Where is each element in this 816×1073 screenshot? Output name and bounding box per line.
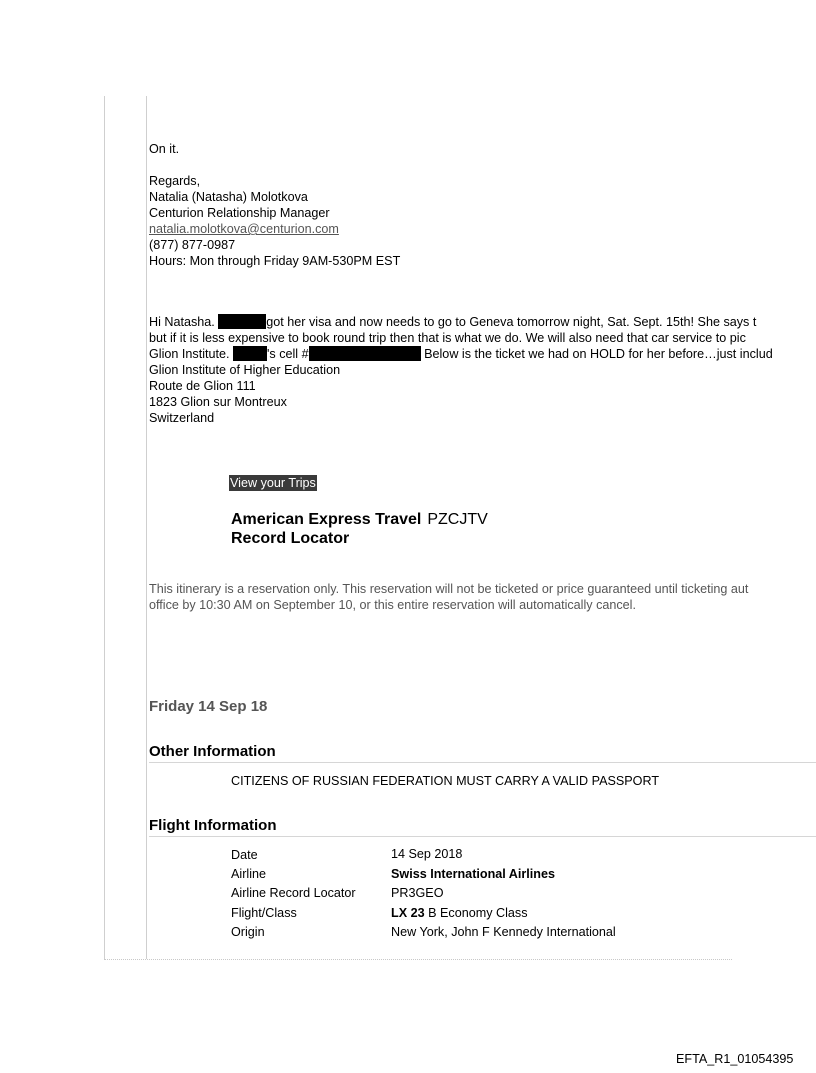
sender-name: Natalia (Natasha) Molotkova	[149, 190, 308, 204]
flight-information-heading: Flight Information	[149, 817, 816, 837]
reply-signoff: Regards,	[149, 174, 201, 188]
reservation-notice-line-1: This itinerary is a reservation only. This reservation will not be ticketed or price guaranteed until ticketing aut	[149, 582, 749, 596]
redaction-box	[233, 346, 267, 361]
request-line-3-start: Glion Institute.	[149, 347, 233, 361]
address-line-4: Switzerland	[149, 411, 215, 425]
airline-record-locator-label: Airline Record Locator	[231, 886, 356, 900]
request-line-2: but if it is less expensive to book round trip then that is what we do. We will also need that car service to pic	[149, 331, 746, 345]
request-line-1-start: Hi Natasha.	[149, 315, 219, 329]
sender-hours: Hours: Mon through Friday 9AM-530PM EST	[149, 254, 401, 268]
reservation-notice-line-2: office by 10:30 AM on September 10, or this entire reservation will automatically cancel.	[149, 598, 636, 612]
flight-class: B Economy Class	[424, 906, 528, 920]
view-trips-button[interactable]: View your Trips	[230, 476, 316, 490]
agency-name: American Express Travel	[231, 511, 422, 528]
request-line-3-cell: 's cell #	[267, 347, 309, 361]
frame-bottom-border	[104, 959, 732, 960]
origin-value: New York, John F Kennedy International	[391, 925, 616, 939]
origin-label: Origin	[231, 925, 265, 939]
flight-date-label: Date	[231, 848, 258, 862]
address-line-1: Glion Institute of Higher Education	[149, 363, 341, 377]
record-locator-value: PZCJTV	[427, 511, 488, 528]
flight-class-value	[391, 905, 528, 921]
sender-role: Centurion Relationship Manager	[149, 206, 330, 220]
request-line-1-end: got her visa and now needs to go to Geneva tomorrow night, Sat. Sept. 15th! She says t	[266, 315, 757, 329]
redaction-box	[309, 346, 421, 361]
address-line-2: Route de Glion 111	[149, 379, 256, 393]
itinerary-day-heading: Friday 14 Sep 18	[149, 698, 268, 715]
redaction-box	[218, 314, 266, 329]
flight-class-label: Flight/Class	[231, 906, 297, 920]
reply-greeting: On it.	[149, 142, 180, 156]
record-locator-label: Record Locator	[231, 530, 350, 547]
other-information-heading: Other Information	[149, 743, 816, 763]
other-information-text: CITIZENS OF RUSSIAN FEDERATION MUST CARRY A VALID PASSPORT	[231, 774, 660, 788]
frame-left-border	[104, 96, 105, 959]
agency-title	[231, 510, 488, 529]
request-line-3-end: Below is the ticket we had on HOLD for her before…just includ	[420, 347, 773, 361]
request-line-3	[149, 346, 773, 362]
request-line-1	[149, 314, 756, 330]
frame-inner-border	[146, 96, 147, 959]
airline-record-locator-value: PR3GEO	[391, 886, 444, 900]
sender-phone: (877) 877-0987	[149, 238, 236, 252]
document-id: EFTA_R1_01054395	[676, 1052, 794, 1066]
airline-value: Swiss International Airlines	[391, 867, 555, 881]
address-line-3: 1823 Glion sur Montreux	[149, 395, 287, 409]
flight-date-value: 14 Sep 2018	[391, 847, 463, 861]
flight-number: LX 23	[391, 906, 425, 920]
airline-label: Airline	[231, 867, 266, 881]
sender-email-link[interactable]: natalia.molotkova@centurion.com	[149, 222, 339, 236]
